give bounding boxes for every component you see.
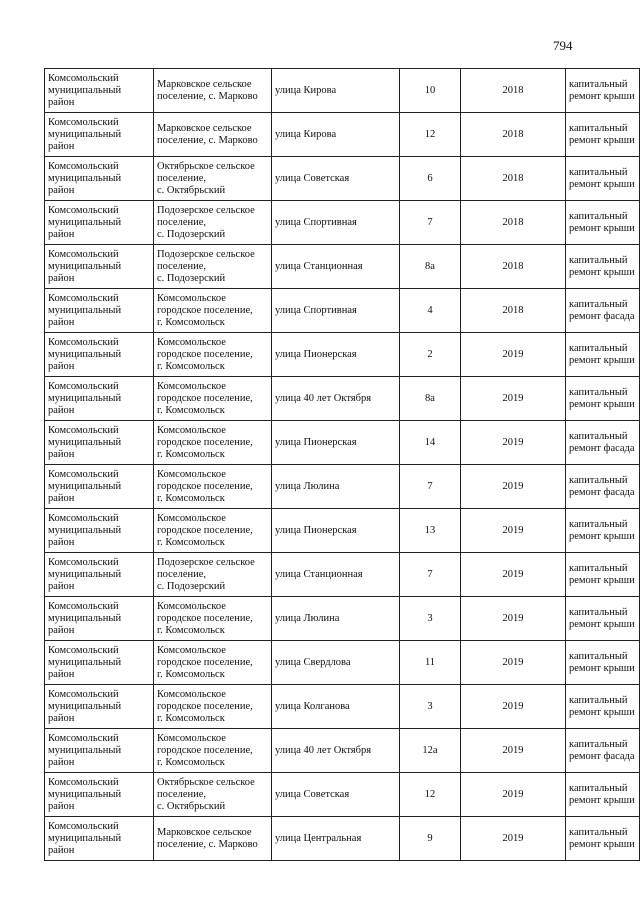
street-cell-text: улица Свердлова xyxy=(275,656,351,668)
street-cell xyxy=(272,113,400,157)
year-cell xyxy=(461,421,566,465)
district-cell-text: Комсомольский муниципальный район xyxy=(48,248,122,284)
table-row xyxy=(45,201,640,245)
work-type-cell-text: капитальный ремонт фасада xyxy=(569,298,635,322)
house-number-cell xyxy=(400,685,461,729)
house-number-cell-text: 12 xyxy=(424,128,436,140)
street-cell-text: улица Пионерская xyxy=(275,436,357,448)
work-type-cell xyxy=(566,553,640,597)
work-type-cell-text: капитальный ремонт крыши xyxy=(569,210,635,234)
district-cell-text: Комсомольский муниципальный район xyxy=(48,204,122,240)
house-number-cell xyxy=(400,157,461,201)
district-cell xyxy=(45,157,154,201)
district-cell xyxy=(45,377,154,421)
settlement-cell xyxy=(154,641,272,685)
street-cell xyxy=(272,597,400,641)
table-row xyxy=(45,377,640,421)
settlement-cell-text: Марковское сельское поселение, с. Марково xyxy=(157,78,258,102)
year-cell-text: 2018 xyxy=(502,172,524,184)
house-number-cell-text: 10 xyxy=(424,84,436,96)
work-type-cell-text: капитальный ремонт фасада xyxy=(569,430,635,454)
year-cell xyxy=(461,69,566,113)
house-number-cell-text: 13 xyxy=(424,524,436,536)
year-cell-text: 2019 xyxy=(502,480,524,492)
street-cell xyxy=(272,421,400,465)
street-cell xyxy=(272,157,400,201)
house-number-cell-text: 7 xyxy=(427,568,433,580)
settlement-cell xyxy=(154,157,272,201)
work-type-cell xyxy=(566,773,640,817)
street-cell-text: улица Люлина xyxy=(275,480,340,492)
street-cell-text: улица Пионерская xyxy=(275,524,357,536)
settlement-cell xyxy=(154,245,272,289)
house-number-cell-text: 11 xyxy=(424,656,436,668)
work-type-cell-text: капитальный ремонт крыши xyxy=(569,386,635,410)
district-cell-text: Комсомольский муниципальный район xyxy=(48,776,122,812)
house-number-cell-text: 4 xyxy=(427,304,433,316)
table-row xyxy=(45,333,640,377)
table-row xyxy=(45,113,640,157)
year-cell xyxy=(461,685,566,729)
district-cell xyxy=(45,289,154,333)
house-number-cell-text: 14 xyxy=(424,436,436,448)
work-type-cell xyxy=(566,113,640,157)
work-type-cell xyxy=(566,817,640,861)
settlement-cell-text: Комсомольское городское поселение, г. Комсомольск xyxy=(157,468,253,504)
table-row xyxy=(45,245,640,289)
house-number-cell-text: 12 xyxy=(424,788,436,800)
year-cell-text: 2019 xyxy=(502,656,524,668)
year-cell-text: 2019 xyxy=(502,436,524,448)
year-cell-text: 2018 xyxy=(502,216,524,228)
table-row xyxy=(45,289,640,333)
work-type-cell xyxy=(566,421,640,465)
district-cell-text: Комсомольский муниципальный район xyxy=(48,424,122,460)
work-type-cell-text: капитальный ремонт крыши xyxy=(569,518,635,542)
settlement-cell xyxy=(154,817,272,861)
year-cell xyxy=(461,465,566,509)
year-cell xyxy=(461,377,566,421)
year-cell xyxy=(461,289,566,333)
year-cell-text: 2019 xyxy=(502,700,524,712)
table-row xyxy=(45,597,640,641)
work-type-cell-text: капитальный ремонт крыши xyxy=(569,254,635,278)
street-cell-text: улица Советская xyxy=(275,788,350,800)
year-cell-text: 2018 xyxy=(502,304,524,316)
year-cell-text: 2019 xyxy=(502,612,524,624)
year-cell xyxy=(461,641,566,685)
district-cell-text: Комсомольский муниципальный район xyxy=(48,336,122,372)
district-cell-text: Комсомольский муниципальный район xyxy=(48,380,122,416)
district-cell xyxy=(45,421,154,465)
table-row xyxy=(45,817,640,861)
district-cell-text: Комсомольский муниципальный район xyxy=(48,116,122,152)
house-number-cell-text: 6 xyxy=(427,172,433,184)
district-cell xyxy=(45,201,154,245)
house-number-cell xyxy=(400,421,461,465)
year-cell-text: 2018 xyxy=(502,260,524,272)
house-number-cell-text: 9 xyxy=(427,832,433,844)
street-cell-text: улица 40 лет Октября xyxy=(275,392,372,404)
settlement-cell-text: Марковское сельское поселение, с. Марково xyxy=(157,826,258,850)
year-cell-text: 2019 xyxy=(502,744,524,756)
settlement-cell-text: Марковское сельское поселение, с. Марково xyxy=(157,122,258,146)
year-cell-text: 2019 xyxy=(502,832,524,844)
settlement-cell xyxy=(154,553,272,597)
settlement-cell-text: Подозерское сельское поселение, с. Подозерский xyxy=(157,556,255,592)
house-number-cell xyxy=(400,597,461,641)
district-cell-text: Комсомольский муниципальный район xyxy=(48,556,122,592)
work-type-cell xyxy=(566,157,640,201)
work-type-cell xyxy=(566,509,640,553)
year-cell-text: 2019 xyxy=(502,788,524,800)
year-cell xyxy=(461,597,566,641)
settlement-cell-text: Комсомольское городское поселение, г. Комсомольск xyxy=(157,336,253,372)
district-cell-text: Комсомольский муниципальный район xyxy=(48,160,122,196)
settlement-cell-text: Октябрьское сельское поселение, с. Октябрьский xyxy=(157,776,255,812)
street-cell-text: улица Советская xyxy=(275,172,350,184)
house-number-cell xyxy=(400,289,461,333)
street-cell-text: улица Колганова xyxy=(275,700,350,712)
district-cell xyxy=(45,729,154,773)
house-number-cell-text: 2 xyxy=(427,348,433,360)
settlement-cell xyxy=(154,289,272,333)
district-cell xyxy=(45,69,154,113)
district-cell-text: Комсомольский муниципальный район xyxy=(48,820,122,856)
street-cell-text: улица Центральная xyxy=(275,832,362,844)
settlement-cell xyxy=(154,113,272,157)
street-cell-text: улица Кирова xyxy=(275,84,337,96)
street-cell-text: улица Люлина xyxy=(275,612,340,624)
settlement-cell xyxy=(154,685,272,729)
house-number-cell xyxy=(400,773,461,817)
house-number-cell xyxy=(400,113,461,157)
district-cell xyxy=(45,509,154,553)
district-cell xyxy=(45,113,154,157)
settlement-cell xyxy=(154,333,272,377)
district-cell xyxy=(45,553,154,597)
settlement-cell xyxy=(154,421,272,465)
street-cell xyxy=(272,289,400,333)
work-type-cell-text: капитальный ремонт крыши xyxy=(569,694,635,718)
work-type-cell xyxy=(566,597,640,641)
year-cell xyxy=(461,113,566,157)
settlement-cell xyxy=(154,773,272,817)
settlement-cell xyxy=(154,69,272,113)
district-cell xyxy=(45,641,154,685)
district-cell xyxy=(45,685,154,729)
settlement-cell xyxy=(154,201,272,245)
house-number-cell-text: 3 xyxy=(427,700,433,712)
settlement-cell-text: Комсомольское городское поселение, г. Комсомольск xyxy=(157,512,253,548)
work-type-cell-text: капитальный ремонт крыши xyxy=(569,562,635,586)
street-cell xyxy=(272,729,400,773)
year-cell-text: 2019 xyxy=(502,568,524,580)
street-cell-text: улица Станционная xyxy=(275,568,363,580)
district-cell-text: Комсомольский муниципальный район xyxy=(48,688,122,724)
table-row xyxy=(45,685,640,729)
settlement-cell xyxy=(154,377,272,421)
page-number: 794 xyxy=(553,38,573,53)
house-number-cell xyxy=(400,817,461,861)
house-number-cell xyxy=(400,377,461,421)
work-type-cell xyxy=(566,333,640,377)
year-cell-text: 2019 xyxy=(502,392,524,404)
district-cell xyxy=(45,773,154,817)
work-type-cell-text: капитальный ремонт крыши xyxy=(569,342,635,366)
house-number-cell xyxy=(400,509,461,553)
table-row xyxy=(45,553,640,597)
year-cell xyxy=(461,729,566,773)
work-type-cell xyxy=(566,685,640,729)
work-type-cell xyxy=(566,289,640,333)
house-number-cell xyxy=(400,201,461,245)
work-type-cell-text: капитальный ремонт фасада xyxy=(569,474,635,498)
settlement-cell xyxy=(154,465,272,509)
street-cell xyxy=(272,641,400,685)
street-cell xyxy=(272,817,400,861)
house-number-cell-text: 7 xyxy=(427,480,433,492)
table-row xyxy=(45,157,640,201)
year-cell xyxy=(461,157,566,201)
house-number-cell-text: 7 xyxy=(427,216,433,228)
year-cell-text: 2019 xyxy=(502,524,524,536)
settlement-cell xyxy=(154,597,272,641)
settlement-cell xyxy=(154,509,272,553)
work-type-cell xyxy=(566,245,640,289)
house-number-cell xyxy=(400,333,461,377)
street-cell-text: улица Спортивная xyxy=(275,304,357,316)
registry-body xyxy=(45,69,640,861)
house-number-cell-text: 8а xyxy=(425,260,435,272)
settlement-cell-text: Комсомольское городское поселение, г. Комсомольск xyxy=(157,644,253,680)
street-cell xyxy=(272,69,400,113)
house-number-cell xyxy=(400,69,461,113)
street-cell-text: улица Пионерская xyxy=(275,348,357,360)
house-number-cell xyxy=(400,553,461,597)
settlement-cell-text: Комсомольское городское поселение, г. Комсомольск xyxy=(157,732,253,768)
street-cell-text: улица Спортивная xyxy=(275,216,357,228)
year-cell xyxy=(461,553,566,597)
year-cell xyxy=(461,201,566,245)
year-cell xyxy=(461,333,566,377)
work-type-cell xyxy=(566,377,640,421)
year-cell-text: 2018 xyxy=(502,84,524,96)
settlement-cell-text: Подозерское сельское поселение, с. Подозерский xyxy=(157,248,255,284)
settlement-cell-text: Комсомольское городское поселение, г. Комсомольск xyxy=(157,380,253,416)
settlement-cell-text: Комсомольское городское поселение, г. Комсомольск xyxy=(157,600,253,636)
street-cell xyxy=(272,245,400,289)
table-row xyxy=(45,509,640,553)
street-cell xyxy=(272,465,400,509)
settlement-cell-text: Подозерское сельское поселение, с. Подозерский xyxy=(157,204,255,240)
table-row xyxy=(45,421,640,465)
house-number-cell-text: 12а xyxy=(422,744,438,756)
house-number-cell xyxy=(400,245,461,289)
year-cell xyxy=(461,773,566,817)
work-type-cell-text: капитальный ремонт крыши xyxy=(569,606,635,630)
table-row xyxy=(45,773,640,817)
district-cell xyxy=(45,465,154,509)
work-type-cell-text: капитальный ремонт крыши xyxy=(569,650,635,674)
house-number-cell-text: 8а xyxy=(425,392,435,404)
district-cell-text: Комсомольский муниципальный район xyxy=(48,72,122,108)
district-cell xyxy=(45,597,154,641)
settlement-cell-text: Комсомольское городское поселение, г. Комсомольск xyxy=(157,424,253,460)
work-type-cell xyxy=(566,641,640,685)
work-type-cell-text: капитальный ремонт крыши xyxy=(569,782,635,806)
street-cell-text: улица Кирова xyxy=(275,128,337,140)
work-type-cell-text: капитальный ремонт фасада xyxy=(569,738,635,762)
year-cell-text: 2018 xyxy=(502,128,524,140)
district-cell xyxy=(45,245,154,289)
street-cell xyxy=(272,553,400,597)
district-cell-text: Комсомольский муниципальный район xyxy=(48,644,122,680)
district-cell-text: Комсомольский муниципальный район xyxy=(48,512,122,548)
district-cell-text: Комсомольский муниципальный район xyxy=(48,292,122,328)
year-cell xyxy=(461,817,566,861)
table-row xyxy=(45,69,640,113)
street-cell-text: улица 40 лет Октября xyxy=(275,744,372,756)
table-row xyxy=(45,729,640,773)
house-number-cell xyxy=(400,641,461,685)
district-cell-text: Комсомольский муниципальный район xyxy=(48,732,122,768)
district-cell-text: Комсомольский муниципальный район xyxy=(48,468,122,504)
work-type-cell xyxy=(566,201,640,245)
year-cell xyxy=(461,245,566,289)
work-type-cell-text: капитальный ремонт крыши xyxy=(569,166,635,190)
work-type-cell-text: капитальный ремонт крыши xyxy=(569,78,635,102)
work-type-cell xyxy=(566,465,640,509)
table-row xyxy=(45,641,640,685)
street-cell xyxy=(272,685,400,729)
district-cell-text: Комсомольский муниципальный район xyxy=(48,600,122,636)
table-row xyxy=(45,465,640,509)
work-type-cell xyxy=(566,729,640,773)
settlement-cell-text: Комсомольское городское поселение, г. Комсомольск xyxy=(157,292,253,328)
street-cell xyxy=(272,773,400,817)
house-number-cell xyxy=(400,729,461,773)
settlement-cell-text: Октябрьское сельское поселение, с. Октябрьский xyxy=(157,160,255,196)
work-type-cell xyxy=(566,69,640,113)
repair-registry-table xyxy=(44,68,640,861)
work-type-cell-text: капитальный ремонт крыши xyxy=(569,826,635,850)
district-cell xyxy=(45,333,154,377)
street-cell xyxy=(272,333,400,377)
settlement-cell xyxy=(154,729,272,773)
year-cell xyxy=(461,509,566,553)
work-type-cell-text: капитальный ремонт крыши xyxy=(569,122,635,146)
street-cell xyxy=(272,201,400,245)
street-cell-text: улица Станционная xyxy=(275,260,363,272)
house-number-cell-text: 3 xyxy=(427,612,433,624)
house-number-cell xyxy=(400,465,461,509)
street-cell xyxy=(272,377,400,421)
district-cell xyxy=(45,817,154,861)
street-cell xyxy=(272,509,400,553)
settlement-cell-text: Комсомольское городское поселение, г. Комсомольск xyxy=(157,688,253,724)
year-cell-text: 2019 xyxy=(502,348,524,360)
